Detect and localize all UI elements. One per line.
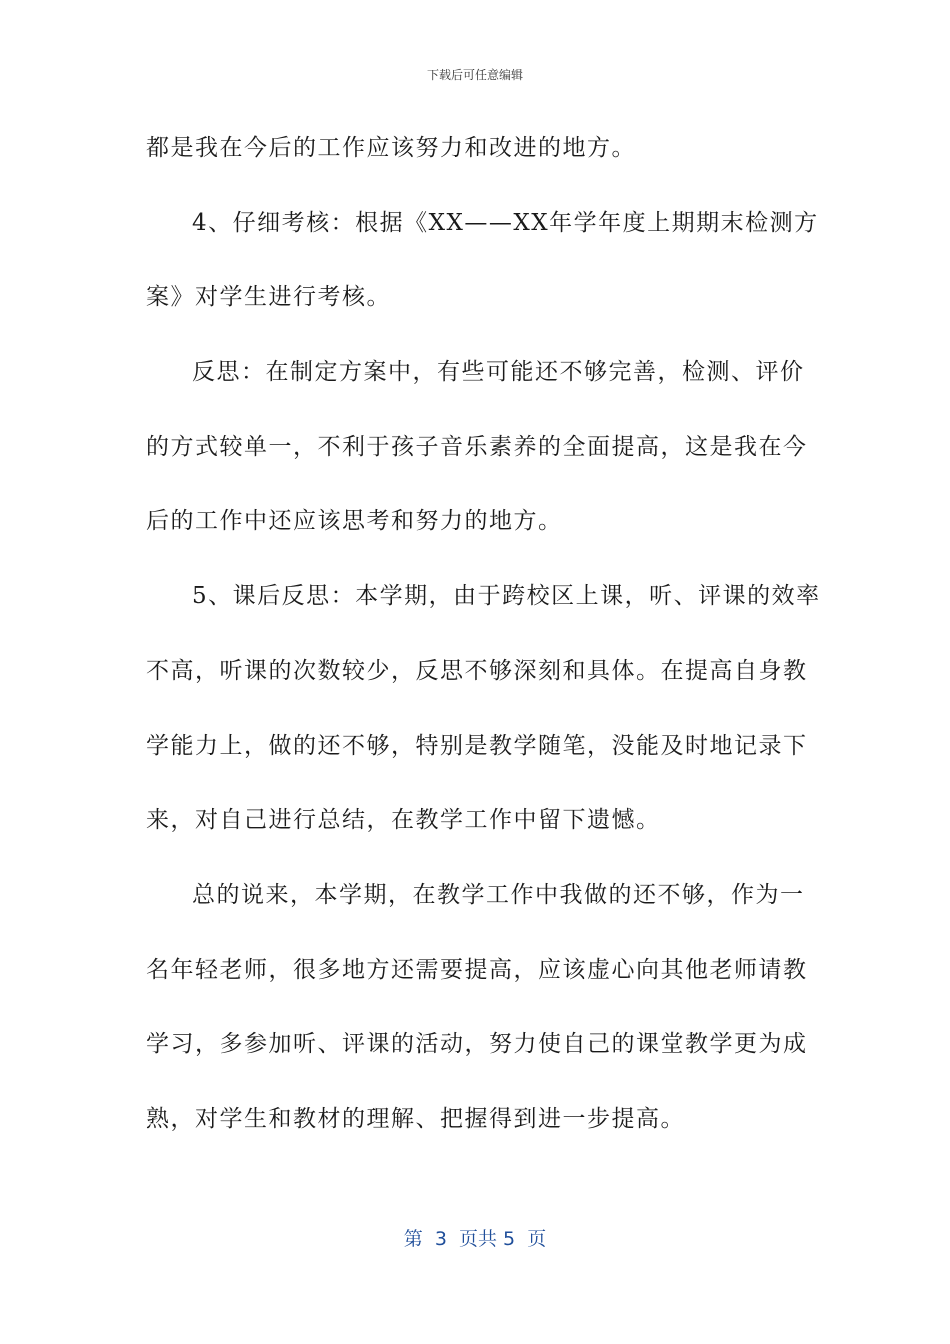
text-line: 熟，对学生和教材的理解、把握得到进一步提高。 [146, 1105, 685, 1132]
text-line: 来，对自己进行总结，在教学工作中留下遗憾。 [146, 807, 661, 834]
document-body [146, 118, 821, 1164]
text-line: 反思：在制定方案中，有些可能还不够完善，检测、评价 [192, 359, 805, 386]
text-line: 不高，听课的次数较少，反思不够深刻和具体。在提高自身教 [146, 657, 808, 684]
text-line: 学习，多参加听、评课的活动，努力使自己的课堂教学更为成 [146, 1031, 808, 1058]
text-line: 4、仔细考核：根据《XX——XX年学年度上期期末检测方 [192, 209, 819, 236]
page-number-footer: 第 3 页共 5 页 [403, 1228, 547, 1250]
text-line: 后的工作中还应该思考和努力的地方。 [146, 508, 563, 535]
text-line: 名年轻老师，很多地方还需要提高，应该虚心向其他老师请教 [146, 956, 808, 983]
text-line: 5、课后反思：本学期，由于跨校区上课，听、评课的效率 [192, 583, 821, 610]
text-line: 的方式较单一，不利于孩子音乐素养的全面提高，这是我在今 [146, 433, 808, 460]
text-line: 学能力上，做的还不够，特别是教学随笔，没能及时地记录下 [146, 732, 808, 759]
text-line: 案》对学生进行考核。 [146, 284, 391, 311]
text-line: 都是我在今后的工作应该努力和改进的地方。 [146, 135, 636, 161]
page-header: 下载后可任意编辑 [426, 68, 523, 82]
text-line: 总的说来，本学期，在教学工作中我做的还不够，作为一 [192, 881, 805, 908]
